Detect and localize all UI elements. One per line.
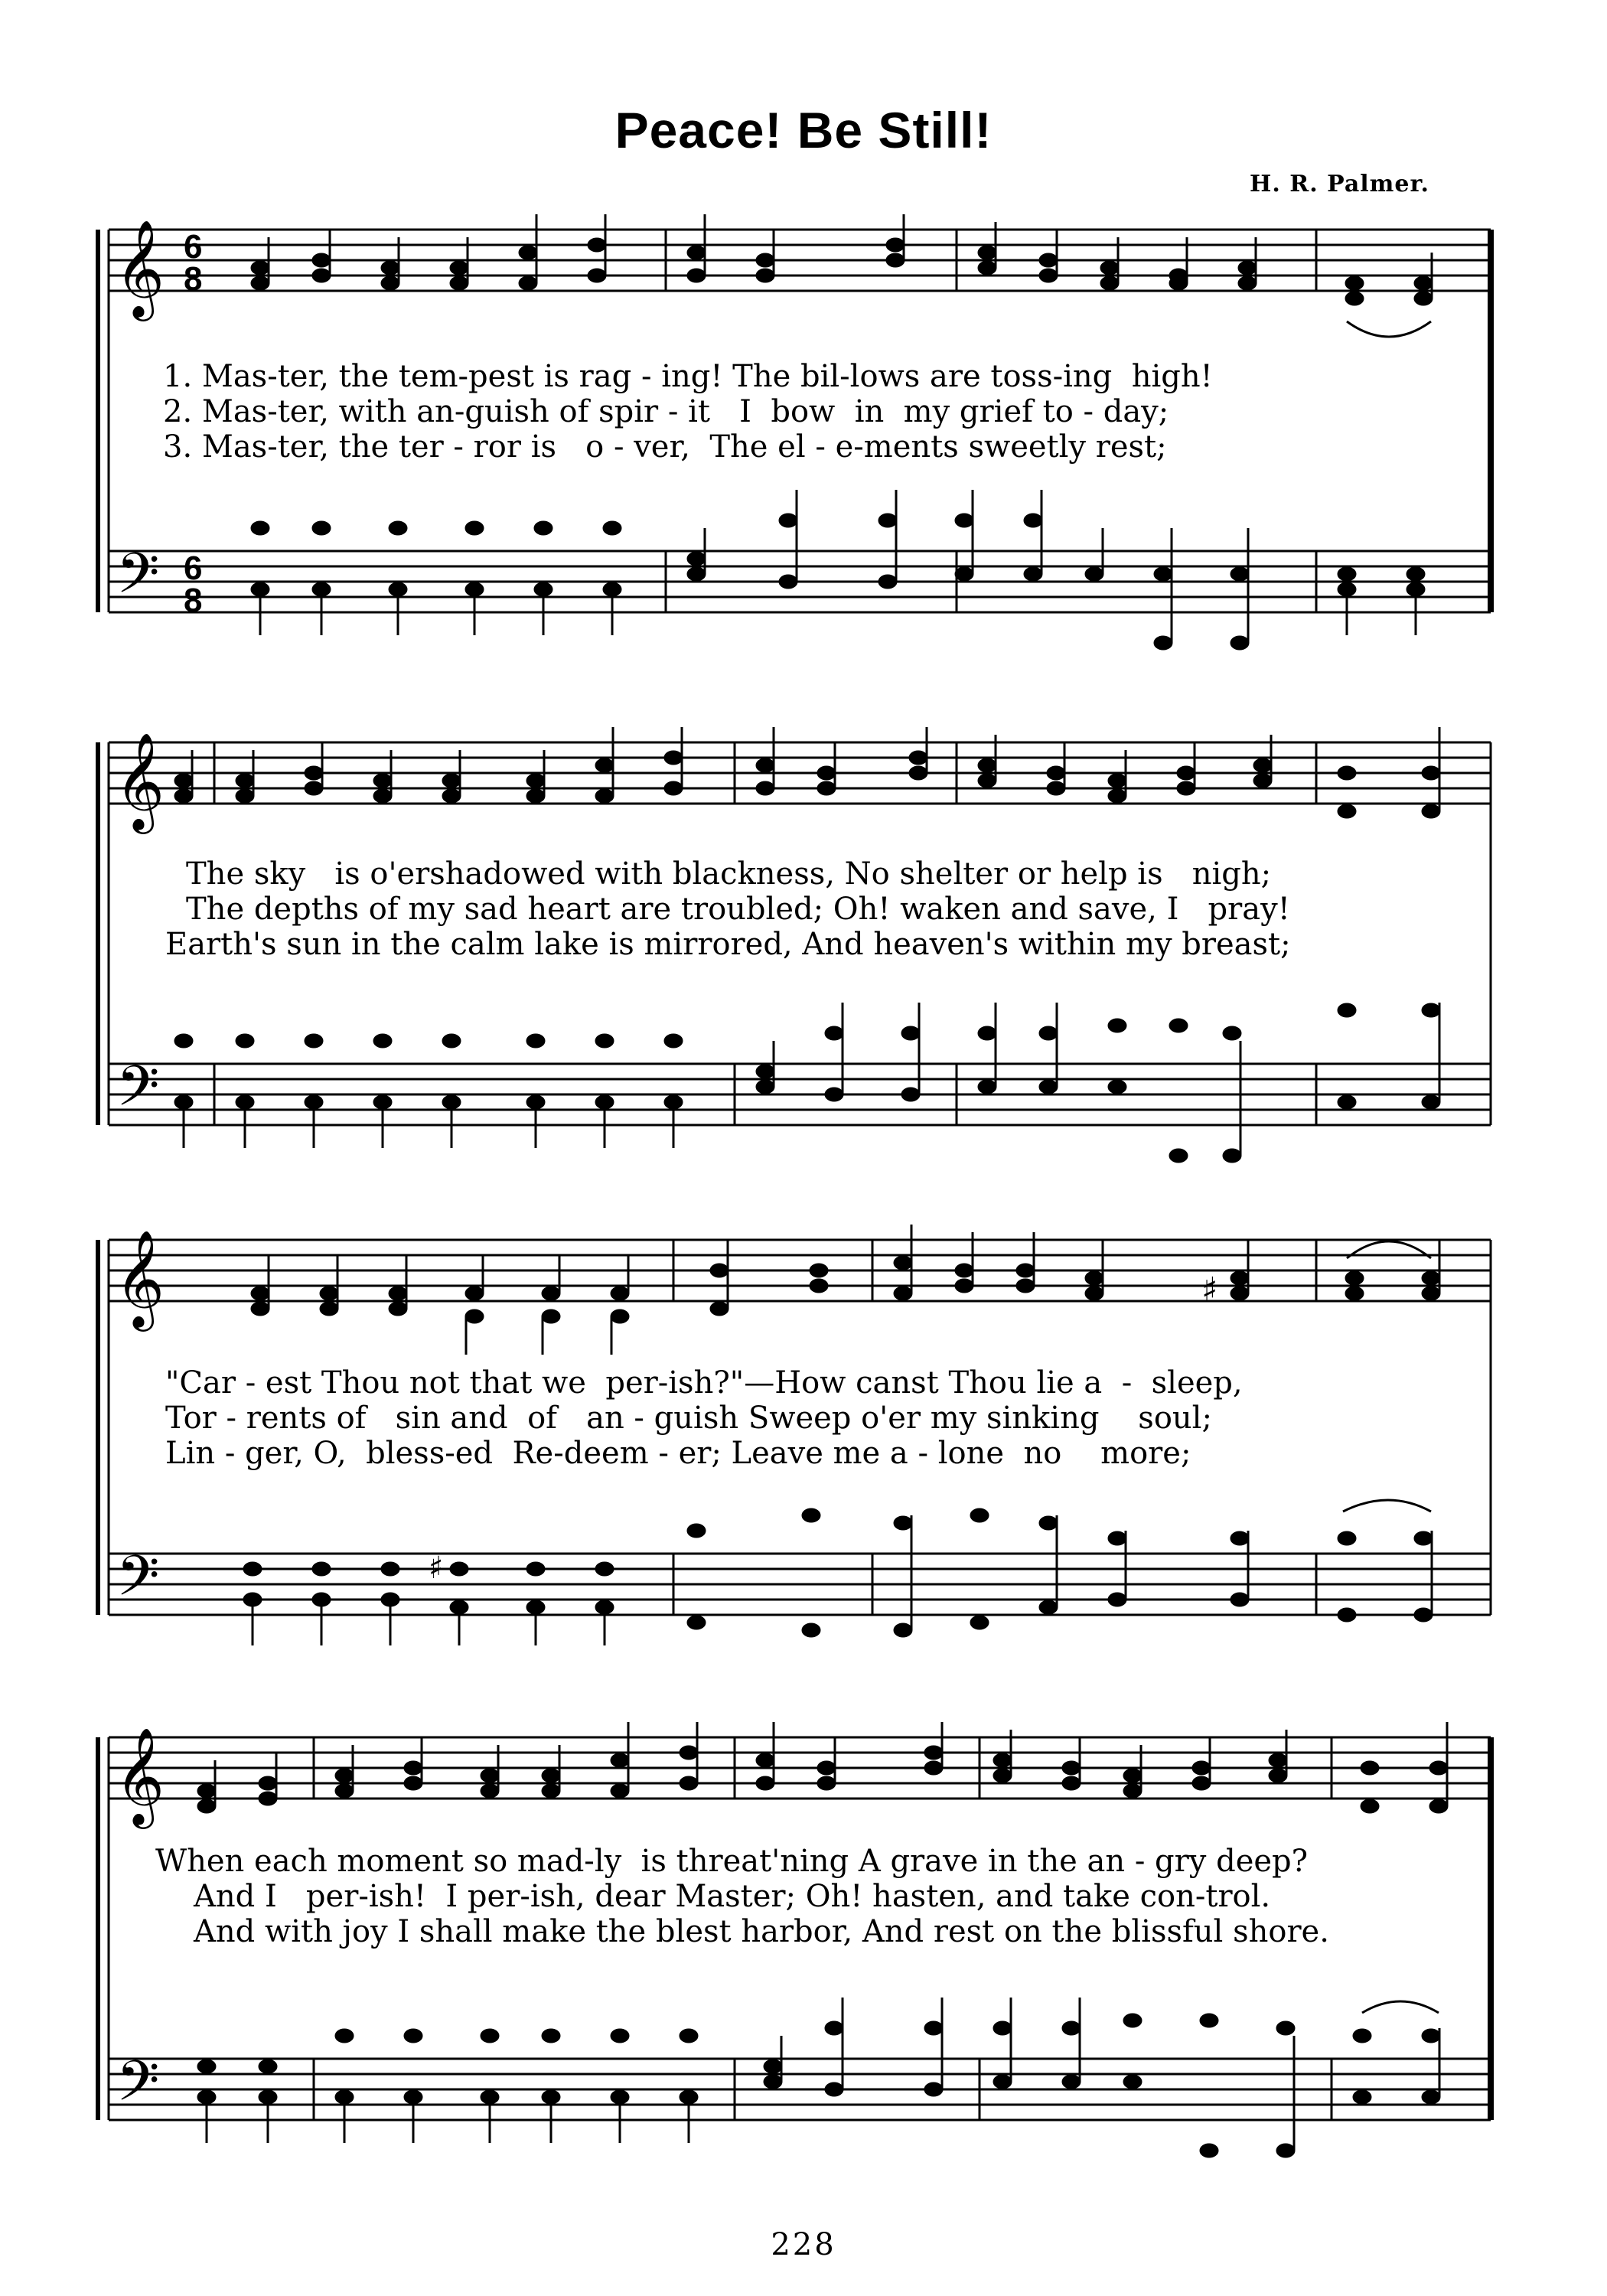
- verse-3-line-3: Lin - ger, O, bless-ed Re-deem - er; Leave me a - lone no more;: [165, 1436, 1191, 1471]
- verse-1-line-1: 1. Mas-ter, the tem-pest is rag - ing! The bil-lows are toss-ing high!: [163, 359, 1213, 394]
- music-system-1: [0, 214, 1607, 704]
- treble-staff: [109, 1737, 1491, 1799]
- svg-text:8: 8: [184, 582, 203, 619]
- verse-1-line-3: "Car - est Thou not that we per-ish?"—How canst Thou lie a - sleep,: [165, 1365, 1243, 1401]
- page-number: 228: [771, 2227, 836, 2262]
- bass-staff: [109, 1064, 1491, 1125]
- bass-clef-icon: 𝄢: [116, 2048, 160, 2127]
- fermata-icon: [1362, 2001, 1439, 2013]
- music-system-4: [0, 1722, 1607, 2212]
- time-signature-top: 6: [184, 228, 203, 266]
- hymn-title: Peace! Be Still!: [614, 102, 993, 158]
- bass-staff: [109, 1554, 1491, 1615]
- fermata-icon: [1347, 321, 1431, 337]
- verse-1-line-2: The sky is o'ershadowed with blackness, No shelter or help is nigh;: [186, 856, 1272, 892]
- treble-clef-icon: 𝄞: [115, 219, 165, 317]
- bass-staff: [109, 551, 1491, 612]
- score-staves: [0, 727, 1607, 1217]
- verse-2-line-3: Tor - rents of sin and of an - guish Sweep o'er my sinking soul;: [165, 1401, 1212, 1436]
- verse-3-line-4: And with joy I shall make the blest harbor, And rest on the blissful shore.: [194, 1914, 1329, 1949]
- verse-1-line-4: When each moment so mad-ly is threat'ning A grave in the an - gry deep?: [155, 1844, 1309, 1879]
- score-staves: [0, 1722, 1607, 2212]
- treble-staff: [109, 1240, 1491, 1301]
- treble-clef-icon: 𝄞: [115, 1727, 165, 1825]
- treble-clef-icon: 𝄞: [115, 1229, 165, 1327]
- treble-clef-icon: 𝄞: [115, 732, 165, 830]
- composer-credit: H. R. Palmer.: [1250, 171, 1429, 197]
- svg-text:6: 6: [184, 550, 203, 587]
- sharp-icon: ♯: [429, 1551, 444, 1586]
- time-signature-bottom: 8: [184, 260, 203, 298]
- verse-2-line-1: 2. Mas-ter, with an-guish of spir - it I bow in my grief to - day;: [163, 394, 1169, 429]
- verse-2-line-2: The depths of my sad heart are troubled; Oh! waken and save, I pray!: [186, 892, 1290, 927]
- bass-clef-icon: 𝄢: [116, 540, 160, 619]
- verse-3-line-1: 3. Mas-ter, the ter - ror is o - ver, The el - e-ments sweetly rest;: [163, 429, 1167, 465]
- music-system-2: [0, 727, 1607, 1217]
- bass-clef-icon: 𝄢: [116, 1053, 160, 1132]
- music-system-3: [0, 1225, 1607, 1714]
- bass-staff: [109, 2059, 1491, 2120]
- fermata-icon: [1343, 1500, 1431, 1512]
- bass-clef-icon: 𝄢: [116, 1543, 160, 1622]
- sharp-icon: ♯: [1201, 1270, 1218, 1309]
- verse-3-line-2: Earth's sun in the calm lake is mirrored, And heaven's within my breast;: [165, 927, 1291, 962]
- verse-2-line-4: And I per-ish! I per-ish, dear Master; Oh! hasten, and take con-trol.: [194, 1879, 1271, 1914]
